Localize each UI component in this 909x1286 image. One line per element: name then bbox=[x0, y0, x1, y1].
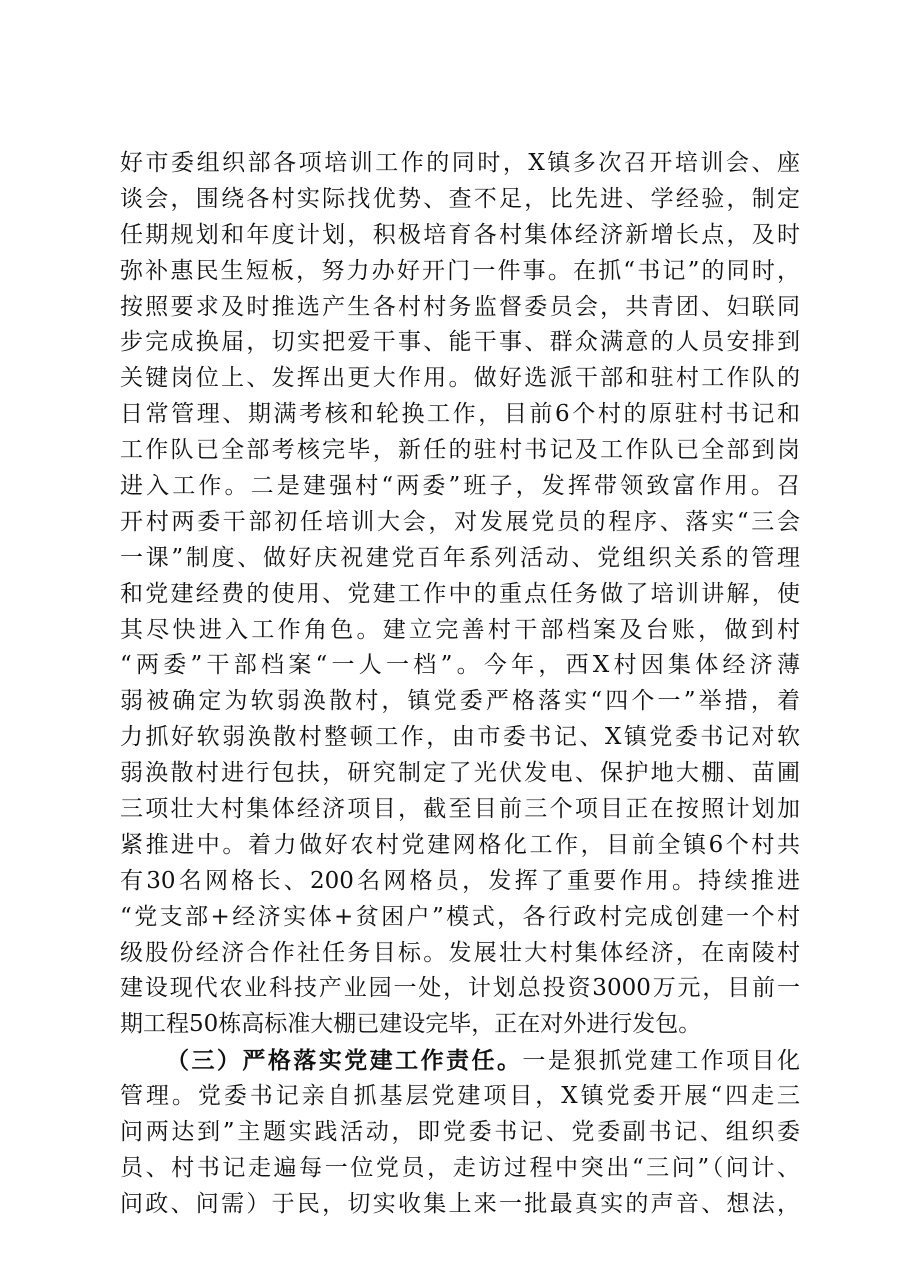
text-line bbox=[120, 1043, 800, 1079]
text-line: 其尽快进入工作角色。建立完善村干部档案及台账，做到村 bbox=[120, 616, 800, 643]
text-line: 管理。党委书记亲自抓基层党建项目，X镇党委开展“四走三 bbox=[120, 1083, 800, 1110]
text-line: 有30名网格长、200名网格员，发挥了重要作用。持续推进 bbox=[120, 867, 800, 894]
text-line: 按照要求及时推选产生各村村务监督委员会，共青团、妇联同 bbox=[120, 293, 800, 320]
text-line: 三项壮大村集体经济项目，截至目前三个项目正在按照计划加 bbox=[120, 796, 800, 823]
text-line: 级股份经济合作社任务目标。发展壮大村集体经济，在南陵村 bbox=[120, 939, 800, 966]
text-line: 期工程50栋高标准大棚已建设完毕，正在对外进行发包。 bbox=[120, 1011, 702, 1038]
text-line: “党支部+经济实体+贫困户”模式，各行政村完成创建一个村 bbox=[120, 903, 800, 930]
text-line: 一课”制度、做好庆祝建党百年系列活动、党组织关系的管理 bbox=[120, 544, 800, 571]
text-line: 任期规划和年度计划，积极培育各村集体经济新增长点，及时 bbox=[120, 221, 800, 248]
paragraph-2 bbox=[120, 1043, 800, 1222]
text-line: 弱被确定为软弱涣散村，镇党委严格落实“四个一”举措，着 bbox=[120, 688, 800, 715]
text-line: 进入工作。二是建强村“两委”班子，发挥带领致富作用。召 bbox=[120, 473, 800, 500]
text-line: 问政、问需）于民，切实收集上来一批最真实的声音、想法， bbox=[120, 1190, 800, 1217]
text-line: 和党建经费的使用、党建工作中的重点任务做了培训讲解，使 bbox=[120, 580, 800, 607]
text-line: 步完成换届，切实把爱干事、能干事、群众满意的人员安排到 bbox=[120, 329, 800, 356]
text-line: 建设现代农业科技产业园一处，计划总投资3000万元，目前一 bbox=[120, 975, 800, 1002]
text-line: 问两达到”主题实践活动，即党委书记、党委副书记、组织委 bbox=[120, 1119, 800, 1146]
text-line: 弥补惠民生短板，努力办好开门一件事。在抓“书记”的同时， bbox=[120, 257, 800, 284]
text-line: 员、村书记走遍每一位党员，走访过程中突出“三问”（问计、 bbox=[120, 1154, 800, 1181]
text-line: 好市委组织部各项培训工作的同时，X镇多次召开培训会、座 bbox=[120, 150, 800, 176]
text-line: 力抓好软弱涣散村整顿工作，由市委书记、X镇党委书记对软 bbox=[120, 724, 800, 751]
text-line: 谈会，围绕各村实际找优势、查不足，比先进、学经验，制定 bbox=[120, 185, 800, 212]
section-heading-rest: 一是狠抓党建工作项目化 bbox=[522, 1048, 801, 1075]
text-line: 关键岗位上、发挥出更大作用。做好选派干部和驻村工作队的 bbox=[120, 365, 800, 392]
section-heading: （三）严格落实党建工作责任。 bbox=[166, 1047, 523, 1075]
text-line: 开村两委干部初任培训大会，对发展党员的程序、落实“三会 bbox=[120, 508, 800, 535]
paragraph-1 bbox=[120, 146, 800, 1043]
text-line: 弱涣散村进行包扶，研究制定了光伏发电、保护地大棚、苗圃 bbox=[120, 760, 800, 787]
text-line: 紧推进中。着力做好农村党建网格化工作，目前全镇6个村共 bbox=[120, 831, 800, 858]
text-line: “两委”干部档案“一人一档”。今年，西X村因集体经济薄 bbox=[120, 652, 800, 679]
text-line: 工作队已全部考核完毕，新任的驻村书记及工作队已全部到岗 bbox=[120, 437, 800, 464]
document-body bbox=[120, 146, 800, 1223]
text-line: 日常管理、期满考核和轮换工作，目前6个村的原驻村书记和 bbox=[120, 401, 800, 428]
